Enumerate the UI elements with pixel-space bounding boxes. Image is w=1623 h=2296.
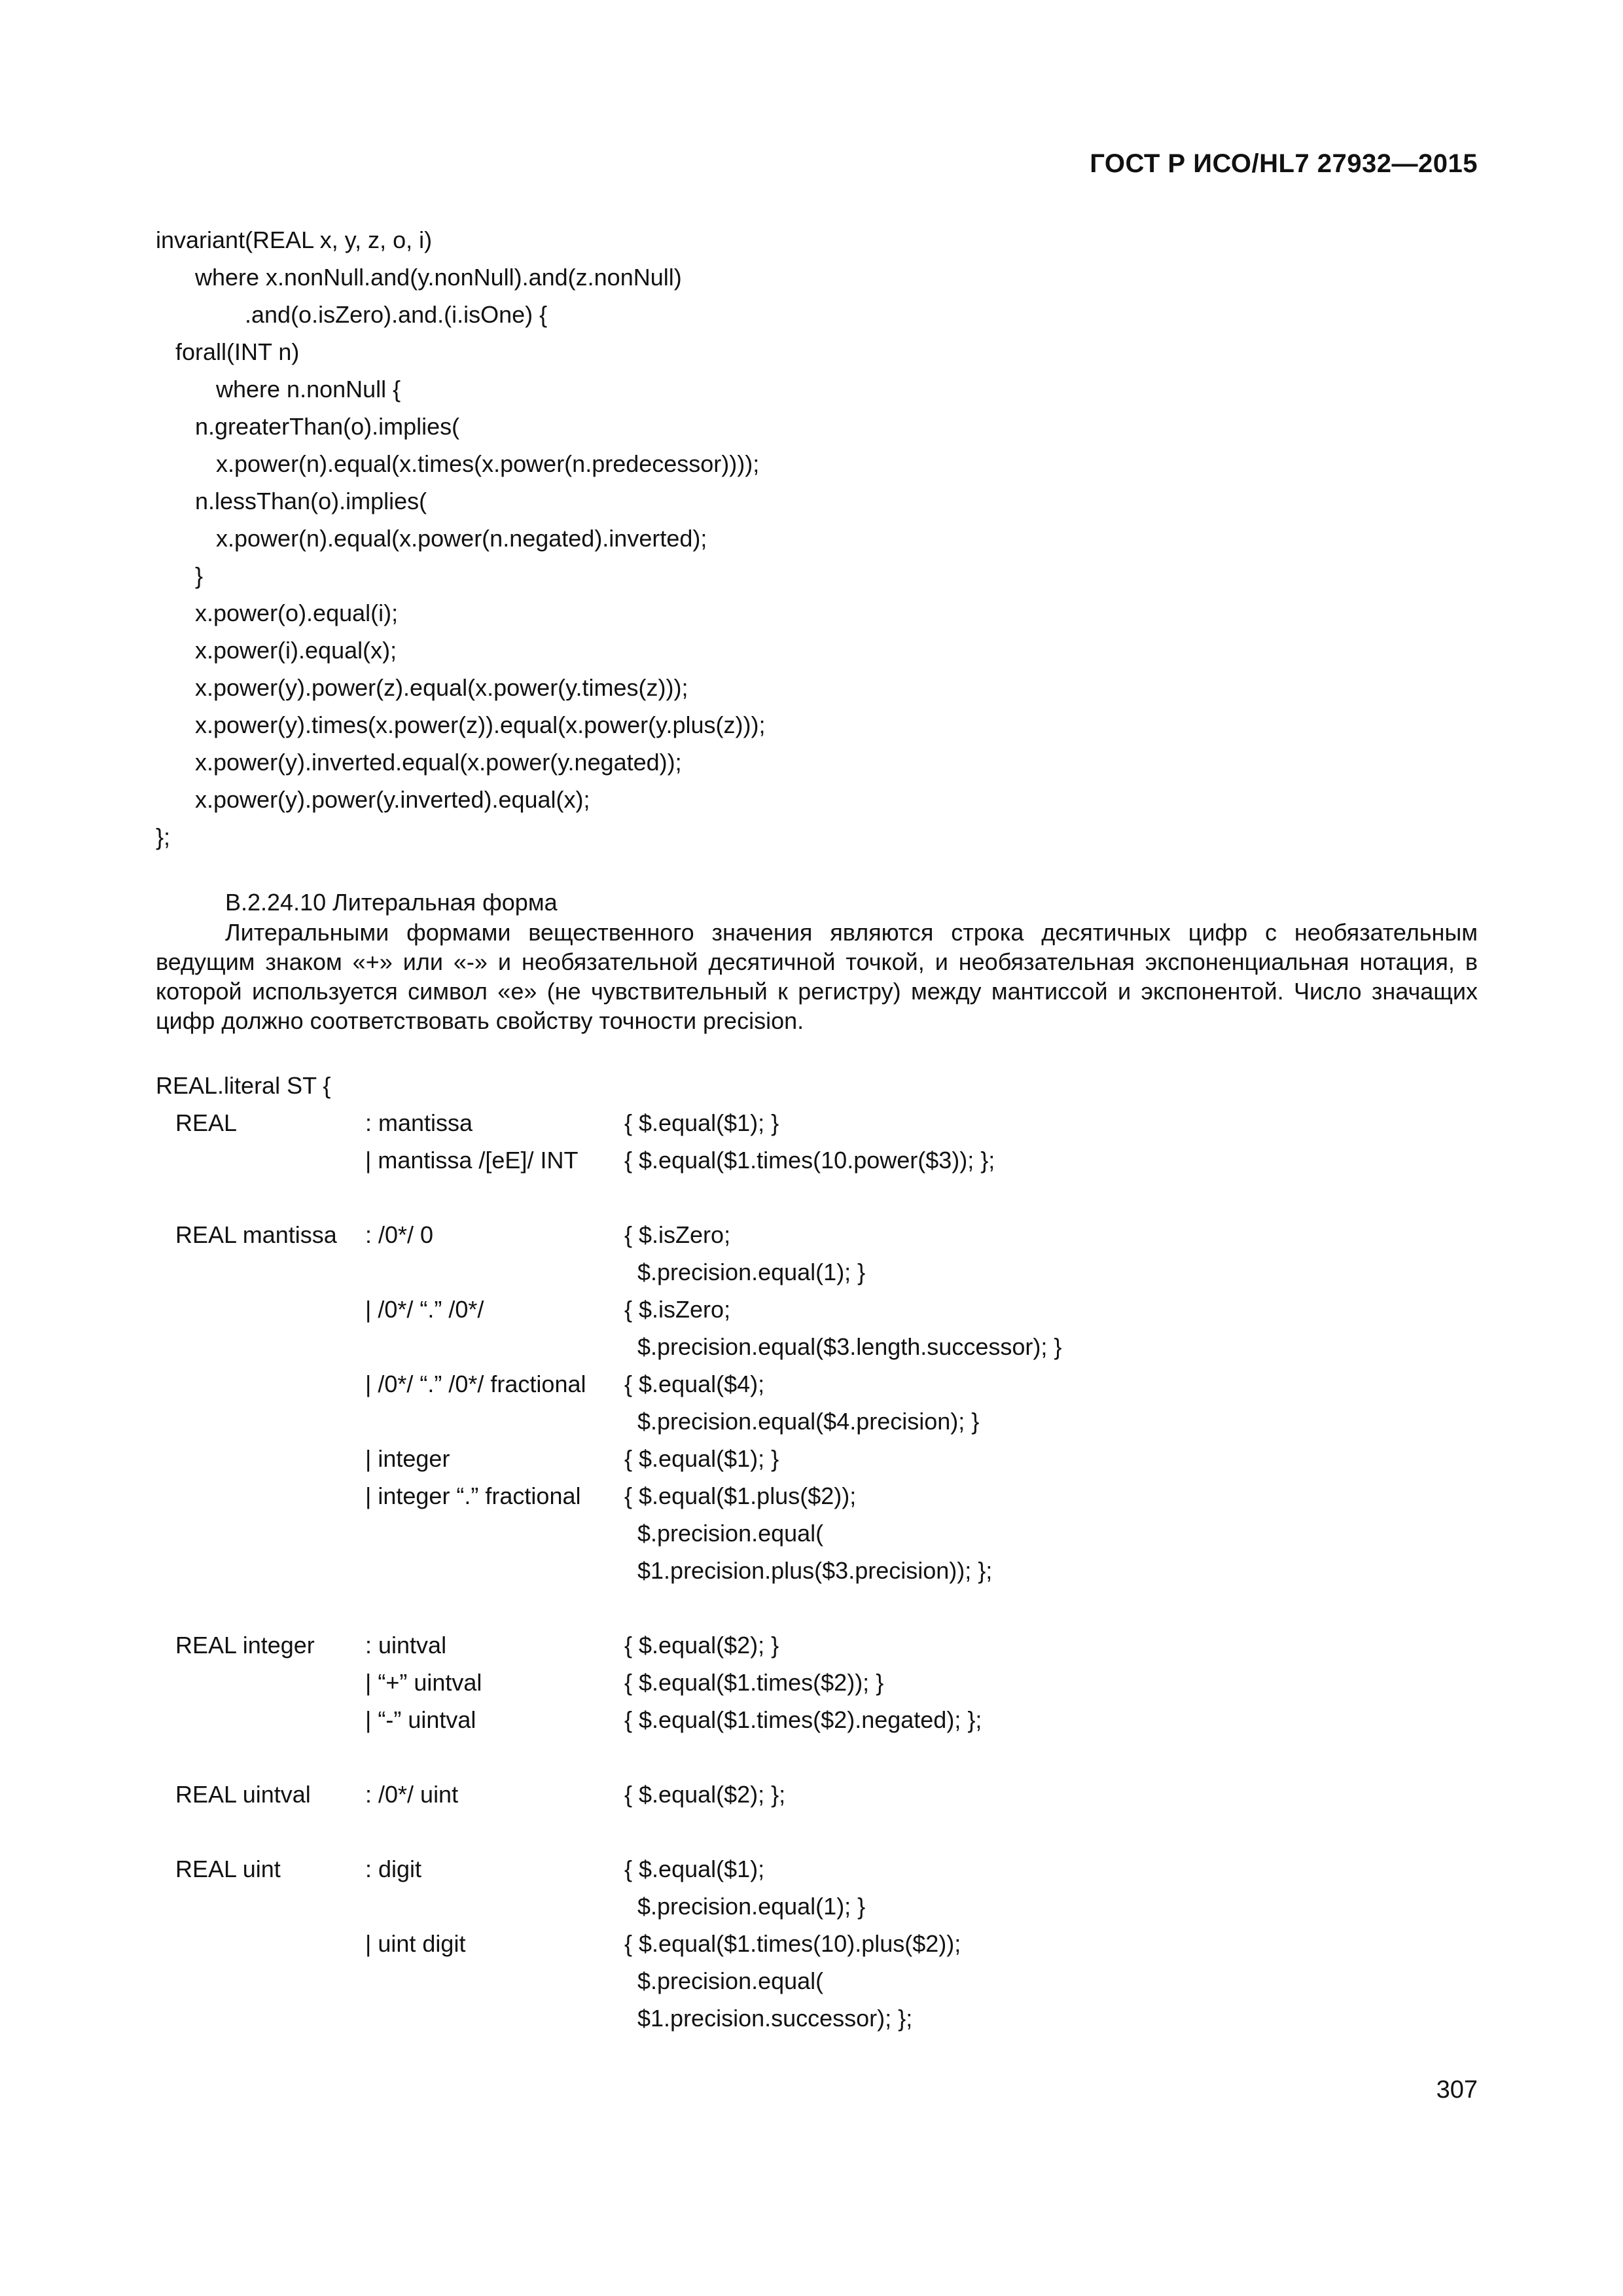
grammar-production: : uintval [365,1632,447,1659]
code-line: n.lessThan(o).implies( [195,488,427,514]
code-line: .and(o.isZero).and.(i.isOne) { [245,301,548,328]
grammar-line [156,2000,1478,2037]
grammar-line [156,1440,1478,1477]
grammar-line [156,1925,1478,1962]
grammar-nonterminal: REAL uintval [175,1781,311,1808]
grammar-line [156,1216,1478,1253]
grammar-action: { $.equal($1.times(10).plus($2)); [624,1930,961,1957]
grammar-action: $1.precision.successor); }; [624,2005,913,2032]
grammar-line [156,1253,1478,1291]
grammar-action: { $.equal($1); } [624,1109,779,1136]
grammar-nonterminal: REAL integer [175,1632,315,1659]
grammar-line [156,1477,1478,1515]
grammar-title: REAL.literal ST { [156,1072,331,1099]
grammar-line [156,1664,1478,1701]
grammar-action: { $.equal($1.times($2).negated); }; [624,1706,982,1733]
grammar-action: $.precision.equal( [624,1967,824,1994]
grammar-production: | /0*/ “.” /0*/ fractional [365,1371,586,1397]
code-line: n.greaterThan(o).implies( [195,413,460,440]
grammar-line [156,1701,1478,1738]
literal-form-section [156,887,1478,1035]
grammar-action: { $.equal($4); [624,1371,765,1397]
grammar-action: { $.isZero; [624,1296,731,1323]
section-heading: B.2.24.10 Литеральная форма [225,889,558,916]
grammar-production: | “-” uintval [365,1706,476,1733]
real-literal-grammar [156,1067,1478,2037]
grammar-action: $.precision.equal($4.precision); } [624,1408,980,1435]
grammar-production: : /0*/ uint [365,1781,459,1808]
grammar-production: : digit [365,1856,422,1882]
grammar-action: $.precision.equal( [624,1520,824,1547]
grammar-production: | “+” uintval [365,1669,482,1696]
grammar-line [156,1291,1478,1328]
grammar-line [156,1738,1478,1776]
code-line: } [195,562,204,589]
grammar-nonterminal: REAL mantissa [175,1221,337,1248]
grammar-production: | integer “.” fractional [365,1482,581,1509]
code-line: x.power(n).equal(x.power(n.negated).inverted); [216,525,707,552]
grammar-action: { $.equal($2); }; [624,1781,786,1808]
grammar-action: $1.precision.plus($3.precision)); }; [624,1557,993,1584]
section-paragraph: Литеральными формами вещественного значения являются строка десятичных цифр с необязательным ведущим знаком «+» или «-» и необязательной десятичной точкой, и необязательная экспоненциальная нотация, в которой используется символ «е» (не чувствительный к регистру) между мантиссой и экспонентой. Число значащих цифр должно соответствовать свойству точности precision. [156,919,1478,1034]
code-line: where n.nonNull { [216,376,401,403]
document-standard-header: ГОСТ Р ИСО/HL7 27932—2015 [1090,149,1478,178]
grammar-line [156,1403,1478,1440]
code-line: x.power(y).inverted.equal(x.power(y.negated)); [195,749,682,776]
grammar-line [156,1179,1478,1216]
grammar-production: | uint digit [365,1930,466,1957]
grammar-production: : mantissa [365,1109,473,1136]
grammar-title-line [156,1067,1478,1104]
grammar-line [156,1850,1478,1888]
grammar-action: { $.equal($2); } [624,1632,779,1659]
code-line: }; [156,823,171,850]
grammar-line [156,1776,1478,1813]
grammar-action: { $.equal($1); [624,1856,765,1882]
grammar-action: $.precision.equal(1); } [624,1893,866,1920]
code-line: forall(INT n) [175,338,300,365]
grammar-line [156,1552,1478,1589]
code-line: x.power(y).power(y.inverted).equal(x); [195,786,590,813]
grammar-line [156,1141,1478,1179]
code-line: invariant(REAL x, y, z, o, i) [156,226,433,253]
grammar-line [156,1104,1478,1141]
invariant-code-block [156,221,1465,855]
page-number: 307 [1436,2076,1478,2104]
grammar-line [156,1626,1478,1664]
grammar-production: | /0*/ “.” /0*/ [365,1296,484,1323]
grammar-nonterminal: REAL uint [175,1856,281,1882]
grammar-action: { $.isZero; [624,1221,731,1248]
grammar-action: $.precision.equal(1); } [624,1259,866,1285]
grammar-production: : /0*/ 0 [365,1221,434,1248]
grammar-action: { $.equal($1.times($2)); } [624,1669,884,1696]
grammar-action: { $.equal($1.plus($2)); [624,1482,857,1509]
grammar-line [156,1813,1478,1850]
code-line: x.power(o).equal(i); [195,600,399,626]
grammar-action: { $.equal($1.times(10.power($3)); }; [624,1147,995,1174]
grammar-line [156,1589,1478,1626]
grammar-production: | mantissa /[eE]/ INT [365,1147,579,1174]
grammar-line [156,1328,1478,1365]
code-line: x.power(n).equal(x.times(x.power(n.predecessor)))); [216,450,760,477]
grammar-line [156,1515,1478,1552]
code-line: x.power(y).power(z).equal(x.power(y.times(z))); [195,674,688,701]
grammar-line [156,1888,1478,1925]
grammar-action: { $.equal($1); } [624,1445,779,1472]
grammar-production: | integer [365,1445,450,1472]
grammar-nonterminal: REAL [175,1109,238,1136]
code-line: x.power(i).equal(x); [195,637,397,664]
code-line: where x.nonNull.and(y.nonNull).and(z.nonNull) [195,264,682,291]
grammar-line [156,1962,1478,2000]
grammar-action: $.precision.equal($3.length.successor); } [624,1333,1062,1360]
code-line: x.power(y).times(x.power(z)).equal(x.power(y.plus(z))); [195,711,766,738]
grammar-line [156,1365,1478,1403]
